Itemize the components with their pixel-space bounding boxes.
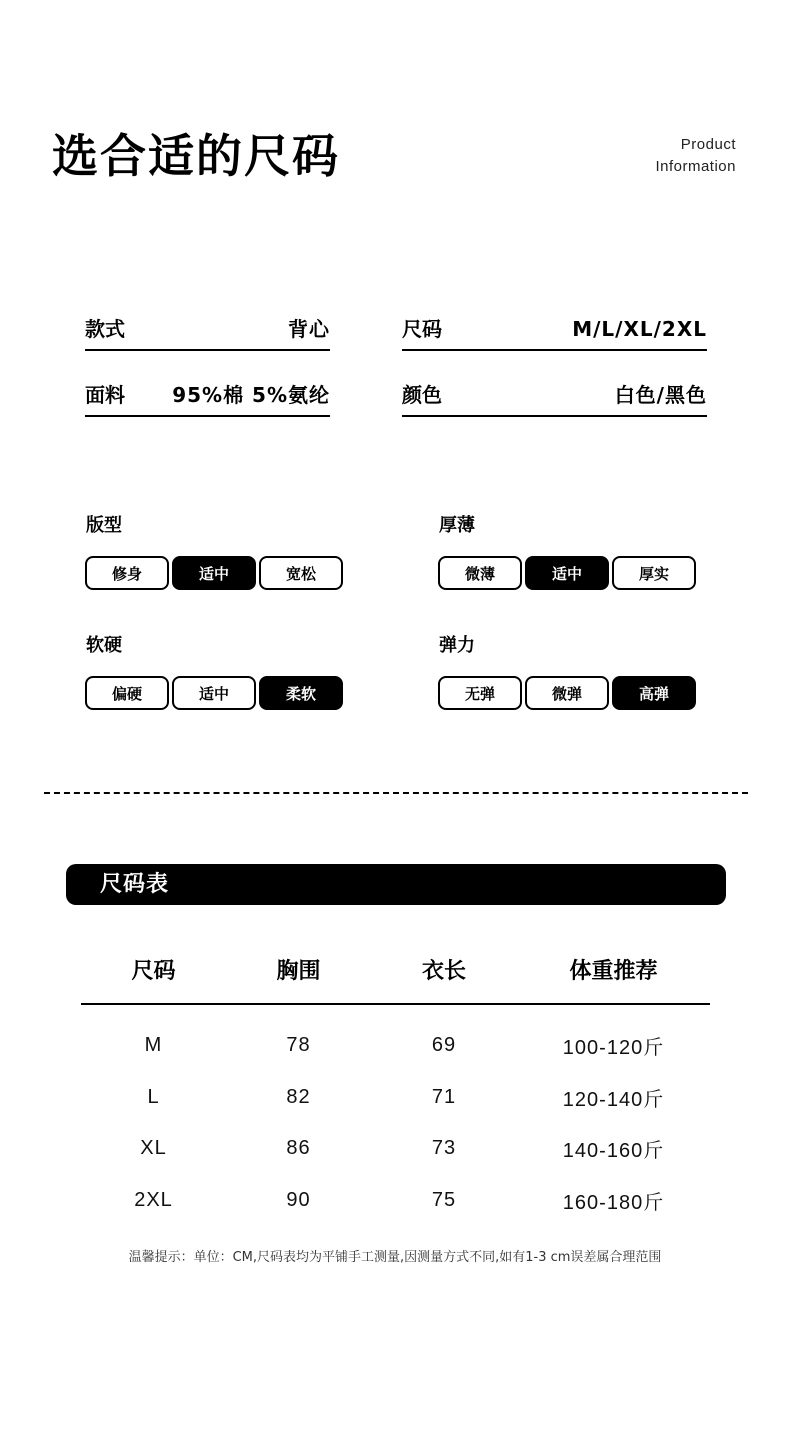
header-chest: 胸围	[276, 958, 321, 984]
info-color-row	[402, 371, 707, 417]
thickness-options	[438, 556, 696, 590]
softness-option-1[interactable]: 适中	[172, 676, 256, 710]
size-chart-title: 尺码表	[100, 872, 170, 897]
cell-length: 75	[431, 1188, 457, 1211]
info-style-value: 背心	[288, 317, 330, 341]
tag-line-1: Product	[680, 136, 736, 153]
fit-option-1[interactable]: 适中	[172, 556, 256, 590]
softness-title: 软硬	[86, 635, 122, 656]
dashed-divider	[44, 792, 748, 794]
size-table	[81, 935, 710, 1226]
info-style-row	[85, 305, 330, 351]
cell-weight: 120-140斤	[562, 1088, 665, 1111]
cell-chest: 86	[286, 1137, 311, 1160]
fit-options	[85, 556, 343, 590]
table-row	[81, 1123, 710, 1175]
cell-size: L	[147, 1085, 160, 1108]
cell-size: XL	[140, 1137, 167, 1160]
cell-size: M	[144, 1034, 163, 1057]
size-table-header	[81, 935, 710, 1005]
softness-option-0[interactable]: 偏硬	[85, 676, 169, 710]
cell-weight: 100-120斤	[562, 1037, 665, 1060]
table-row	[81, 1175, 710, 1227]
product-information-tag	[655, 134, 736, 178]
cell-length: 69	[431, 1034, 457, 1057]
cell-length: 71	[431, 1085, 457, 1108]
info-size-label: 尺码	[402, 317, 442, 341]
info-color-value: 白色/黑色	[614, 383, 707, 407]
info-style-label: 款式	[85, 317, 125, 341]
tag-line-2: Information	[655, 158, 736, 175]
cell-chest: 90	[286, 1188, 311, 1211]
measurement-note: 温馨提示：单位：CM,尺码表均为平铺手工测量,因测量方式不同,如有1-3 cm误差属合理范围	[128, 1250, 662, 1265]
header-weight: 体重推荐	[569, 958, 658, 984]
header-size: 尺码	[131, 958, 176, 984]
elasticity-option-1[interactable]: 微弹	[525, 676, 609, 710]
cell-weight: 140-160斤	[562, 1140, 665, 1163]
fit-option-0[interactable]: 修身	[85, 556, 169, 590]
thickness-option-0[interactable]: 微薄	[438, 556, 522, 590]
thickness-option-2[interactable]: 厚实	[612, 556, 696, 590]
softness-options	[85, 676, 343, 710]
elasticity-title: 弹力	[439, 635, 475, 656]
thickness-option-1[interactable]: 适中	[525, 556, 609, 590]
info-size-value: M/L/XL/2XL	[572, 317, 707, 341]
size-table-body	[81, 1005, 710, 1226]
info-fabric-value: 95%棉 5%氨纶	[172, 383, 330, 407]
elasticity-option-2[interactable]: 高弹	[612, 676, 696, 710]
elasticity-option-0[interactable]: 无弹	[438, 676, 522, 710]
fit-title: 版型	[86, 515, 122, 536]
cell-chest: 78	[286, 1034, 311, 1057]
cell-weight: 160-180斤	[562, 1191, 665, 1214]
fit-option-2[interactable]: 宽松	[259, 556, 343, 590]
info-color-label: 颜色	[402, 383, 442, 407]
softness-option-2[interactable]: 柔软	[259, 676, 343, 710]
info-fabric-row	[85, 371, 330, 417]
table-row	[81, 1020, 710, 1072]
cell-size: 2XL	[134, 1188, 173, 1211]
size-chart-banner	[66, 864, 726, 905]
cell-chest: 82	[286, 1085, 311, 1108]
thickness-title: 厚薄	[439, 515, 475, 536]
table-row	[81, 1072, 710, 1124]
cell-length: 73	[431, 1137, 457, 1160]
header-length: 衣长	[421, 958, 466, 984]
info-size-row	[402, 305, 707, 351]
page-title: 选合适的尺码	[52, 129, 340, 183]
elasticity-options	[438, 676, 696, 710]
info-fabric-label: 面料	[85, 383, 125, 407]
